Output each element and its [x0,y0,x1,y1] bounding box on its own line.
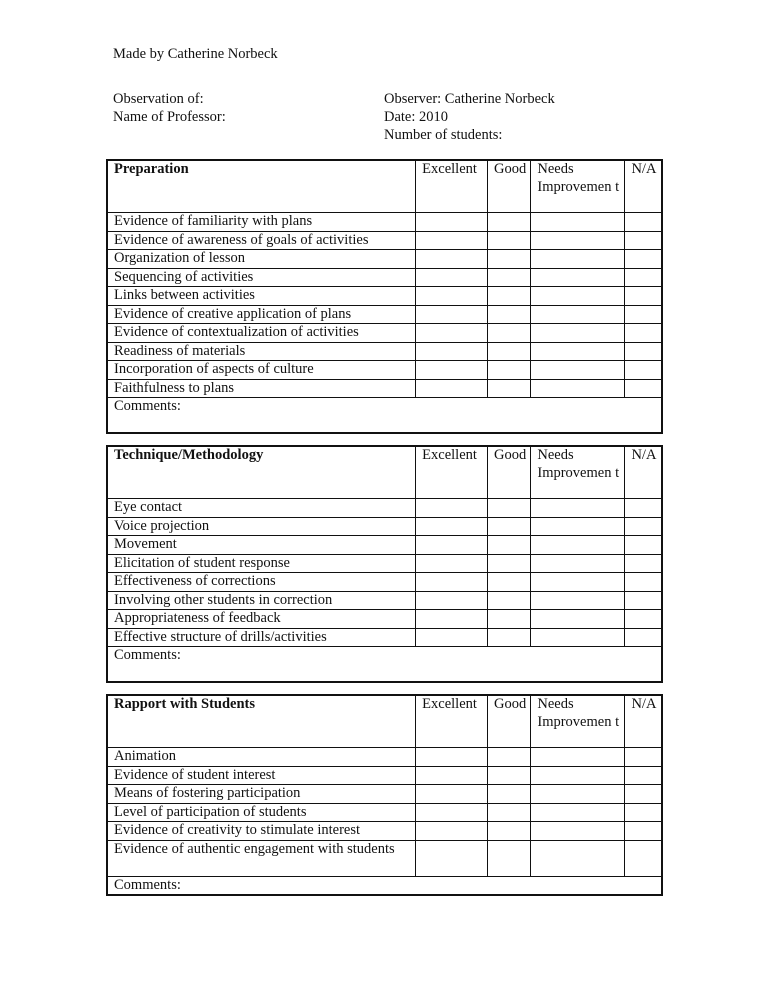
column-good: Good [488,446,531,499]
needs-improvement-cell[interactable] [531,766,625,785]
needs-improvement-cell[interactable] [531,785,625,804]
needs-improvement-cell[interactable] [531,591,625,610]
na-cell[interactable] [625,803,662,822]
column-needs-improvement: Needs Improvemen t [531,695,625,748]
excellent-cell[interactable] [416,803,488,822]
excellent-cell[interactable] [416,766,488,785]
na-cell[interactable] [625,287,662,306]
na-cell[interactable] [625,231,662,250]
technique-methodology-table [106,445,663,683]
comments-field[interactable]: Comments: [107,647,662,683]
criterion-label: Evidence of contextualization of activities [107,324,416,343]
table-row [107,536,662,555]
table-row [107,379,662,398]
column-excellent: Excellent [416,160,488,213]
column-na: N/A [625,446,662,499]
excellent-cell[interactable] [416,573,488,592]
table-row [107,591,662,610]
na-cell[interactable] [625,610,662,629]
na-cell[interactable] [625,517,662,536]
needs-improvement-cell[interactable] [531,379,625,398]
good-cell[interactable] [488,536,531,555]
needs-improvement-cell[interactable] [531,517,625,536]
na-cell[interactable] [625,554,662,573]
column-excellent: Excellent [416,446,488,499]
table-row [107,517,662,536]
comments-row [107,398,662,434]
na-cell[interactable] [625,250,662,269]
column-good: Good [488,695,531,748]
criterion-label: Links between activities [107,287,416,306]
needs-improvement-cell[interactable] [531,268,625,287]
column-na: N/A [625,160,662,213]
criterion-label: Level of participation of students [107,803,416,822]
made-by-text: Made by Catherine Norbeck [113,46,278,62]
comments-row [107,876,662,895]
criterion-label: Elicitation of student response [107,554,416,573]
needs-improvement-cell[interactable] [531,324,625,343]
comments-field[interactable]: Comments: [107,398,662,434]
excellent-cell[interactable] [416,324,488,343]
table-row [107,766,662,785]
comments-row [107,647,662,683]
table-header-row [107,695,662,748]
criterion-label: Eye contact [107,499,416,518]
good-cell[interactable] [488,268,531,287]
na-cell[interactable] [625,268,662,287]
section-title: Preparation [107,160,416,213]
comments-field[interactable]: Comments: [107,876,662,895]
table-row [107,822,662,841]
na-cell[interactable] [625,361,662,380]
criterion-label: Evidence of familiarity with plans [107,213,416,232]
needs-improvement-cell[interactable] [531,305,625,324]
criterion-label: Appropriateness of feedback [107,610,416,629]
table-row [107,573,662,592]
good-cell[interactable] [488,379,531,398]
na-cell[interactable] [625,591,662,610]
na-cell[interactable] [625,379,662,398]
good-cell[interactable] [488,628,531,647]
criterion-label: Evidence of authentic engagement with students [107,840,416,876]
good-cell[interactable] [488,840,531,876]
needs-improvement-cell[interactable] [531,213,625,232]
table-row [107,287,662,306]
needs-improvement-cell[interactable] [531,250,625,269]
na-cell[interactable] [625,628,662,647]
table-row [107,803,662,822]
table-row [107,554,662,573]
excellent-cell[interactable] [416,517,488,536]
good-cell[interactable] [488,785,531,804]
criterion-label: Movement [107,536,416,555]
na-cell[interactable] [625,499,662,518]
criterion-label: Evidence of creative application of plans [107,305,416,324]
number-of-students-label: Number of students: [384,127,503,143]
table-header-row [107,160,662,213]
table-row [107,342,662,361]
column-needs-improvement: Needs Improvemen t [531,446,625,499]
good-cell[interactable] [488,517,531,536]
needs-improvement-cell[interactable] [531,840,625,876]
table-row [107,250,662,269]
table-row [107,305,662,324]
good-cell[interactable] [488,610,531,629]
na-cell[interactable] [625,766,662,785]
table-row [107,785,662,804]
table-row [107,324,662,343]
na-cell[interactable] [625,822,662,841]
criterion-label: Voice projection [107,517,416,536]
needs-improvement-cell[interactable] [531,287,625,306]
good-cell[interactable] [488,803,531,822]
good-cell[interactable] [488,213,531,232]
criterion-label: Incorporation of aspects of culture [107,361,416,380]
needs-improvement-cell[interactable] [531,748,625,767]
criterion-label: Involving other students in correction [107,591,416,610]
needs-improvement-cell[interactable] [531,231,625,250]
na-cell[interactable] [625,213,662,232]
needs-improvement-cell[interactable] [531,499,625,518]
needs-improvement-cell[interactable] [531,342,625,361]
excellent-cell[interactable] [416,840,488,876]
excellent-cell[interactable] [416,499,488,518]
excellent-cell[interactable] [416,822,488,841]
excellent-cell[interactable] [416,213,488,232]
table-row [107,748,662,767]
criterion-label: Faithfulness to plans [107,379,416,398]
criterion-label: Sequencing of activities [107,268,416,287]
excellent-cell[interactable] [416,748,488,767]
table-row [107,628,662,647]
excellent-cell[interactable] [416,610,488,629]
excellent-cell[interactable] [416,342,488,361]
needs-improvement-cell[interactable] [531,361,625,380]
needs-improvement-cell[interactable] [531,554,625,573]
table-header-row [107,446,662,499]
excellent-cell[interactable] [416,536,488,555]
criterion-label: Evidence of creativity to stimulate interest [107,822,416,841]
needs-improvement-cell[interactable] [531,536,625,555]
observer-text: Observer: Catherine Norbeck [384,91,555,107]
na-cell[interactable] [625,785,662,804]
good-cell[interactable] [488,554,531,573]
good-cell[interactable] [488,822,531,841]
criterion-label: Organization of lesson [107,250,416,269]
needs-improvement-cell[interactable] [531,803,625,822]
table-row [107,231,662,250]
needs-improvement-cell[interactable] [531,628,625,647]
criterion-label: Animation [107,748,416,767]
excellent-cell[interactable] [416,554,488,573]
na-cell[interactable] [625,748,662,767]
good-cell[interactable] [488,591,531,610]
good-cell[interactable] [488,287,531,306]
column-excellent: Excellent [416,695,488,748]
table-row [107,840,662,876]
excellent-cell[interactable] [416,268,488,287]
good-cell[interactable] [488,305,531,324]
excellent-cell[interactable] [416,361,488,380]
excellent-cell[interactable] [416,287,488,306]
excellent-cell[interactable] [416,628,488,647]
section-title: Technique/Methodology [107,446,416,499]
good-cell[interactable] [488,250,531,269]
criterion-label: Evidence of awareness of goals of activities [107,231,416,250]
needs-improvement-cell[interactable] [531,573,625,592]
needs-improvement-cell[interactable] [531,610,625,629]
date-text: Date: 2010 [384,109,449,125]
good-cell[interactable] [488,499,531,518]
na-cell[interactable] [625,305,662,324]
na-cell[interactable] [625,342,662,361]
excellent-cell[interactable] [416,785,488,804]
table-row [107,361,662,380]
criterion-label: Effectiveness of corrections [107,573,416,592]
good-cell[interactable] [488,766,531,785]
rapport-with-students-table [106,694,663,896]
na-cell[interactable] [625,840,662,876]
na-cell[interactable] [625,324,662,343]
observation-of-label: Observation of: [113,91,204,107]
criterion-label: Effective structure of drills/activities [107,628,416,647]
table-row [107,213,662,232]
good-cell[interactable] [488,361,531,380]
criterion-label: Means of fostering participation [107,785,416,804]
excellent-cell[interactable] [416,250,488,269]
preparation-table [106,159,663,434]
column-na: N/A [625,695,662,748]
table-row [107,610,662,629]
excellent-cell[interactable] [416,231,488,250]
excellent-cell[interactable] [416,379,488,398]
column-good: Good [488,160,531,213]
column-needs-improvement: Needs Improvemen t [531,160,625,213]
excellent-cell[interactable] [416,305,488,324]
excellent-cell[interactable] [416,591,488,610]
criterion-label: Readiness of materials [107,342,416,361]
good-cell[interactable] [488,748,531,767]
good-cell[interactable] [488,342,531,361]
name-of-professor-label: Name of Professor: [113,109,226,125]
na-cell[interactable] [625,536,662,555]
good-cell[interactable] [488,573,531,592]
table-row [107,499,662,518]
good-cell[interactable] [488,231,531,250]
na-cell[interactable] [625,573,662,592]
good-cell[interactable] [488,324,531,343]
needs-improvement-cell[interactable] [531,822,625,841]
section-title: Rapport with Students [107,695,416,748]
table-row [107,268,662,287]
criterion-label: Evidence of student interest [107,766,416,785]
